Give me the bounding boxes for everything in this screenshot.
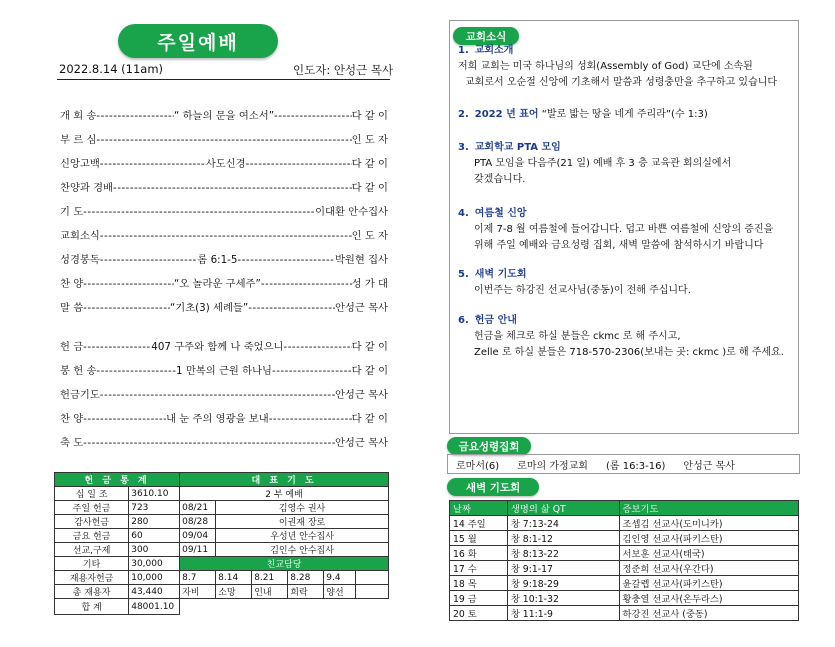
news-body-line: PTA 모임을 다음주(21 일) 예배 후 3 층 교육관 회의실에서 [474,158,732,169]
total-reuse-label: 총 재용자 [55,585,129,599]
offering-cell: 선교,구제 [55,543,129,557]
order-right: 다 같 이 [351,365,388,377]
offering-cell: 08/21 [180,501,216,515]
dawn-row [450,546,799,561]
order-label: 기 도 [60,206,84,218]
dawn-header: 날짜 [450,501,508,516]
offering-cell: 723 [129,501,180,515]
order-right: 인 도 자 [351,134,388,146]
offering-cell: 십 일 조 [55,487,129,501]
news-number: 5. [458,269,469,280]
order-row [60,413,388,426]
offering-cell: 280 [129,515,180,529]
order-of-worship [60,110,388,461]
leader-dots [83,206,315,219]
leader-dots [100,230,352,243]
offering-cell: 이권재 장로 [216,515,389,529]
dawn-row [450,516,799,531]
dawn-cell: 17 수 [450,561,508,576]
order-label: 말 씀 [60,302,84,314]
offering-cell: 김인수 안수집사 [216,543,389,557]
dawn-cell: 16 화 [450,546,508,561]
wednesday-info [447,454,800,474]
news-item [458,107,708,123]
offering-cell: 금요 헌금 [55,529,129,543]
divider [57,79,390,80]
leader-dots [272,365,352,378]
news-number: 4. [458,208,469,219]
order-row [60,158,388,171]
empty-cell [180,599,389,615]
dawn-cell: 조셉김 선교사(도미니카) [619,516,799,531]
order-row [60,254,388,267]
news-title: 여름철 신앙 [474,208,527,219]
order-mid: “기초(3) 세례들” [169,302,249,314]
news-body-line: 이번주는 하강진 선교사님(중동)이 전해 주십니다. [474,285,691,296]
dawn-cell: 18 목 [450,576,508,591]
order-mid: “ 하늘의 문을 여소서” [173,110,275,122]
dawn-cell: 창 10:1-32 [507,591,619,606]
leader-dots [96,365,176,378]
order-right: 다 같 이 [351,110,388,122]
dawn-cell: 창 7:13-24 [507,516,619,531]
wednesday-ref: (롬 16:3-16) [605,460,666,472]
leader-dots [83,437,335,450]
news-number: 2. [458,109,469,120]
order-label: 찬 양 [60,413,84,425]
news-item-heading [458,107,708,123]
leader-dots [261,278,352,291]
leader-dots [96,110,174,123]
dawn-cell: 서보훈 선교사(태국) [619,546,799,561]
order-label: 신앙고백 [60,158,100,170]
order-right: 박원현 집사 [334,254,388,266]
dawn-prayer-table [449,500,799,621]
fellowship-date: 8.14 [216,571,252,585]
order-mid: 407 구주와 함께 나 죽었으니 [151,341,284,353]
order-row [60,110,388,123]
dawn-cell: 19 금 [450,591,508,606]
offering-row [55,487,389,501]
dawn-cell: 김인영 선교사(파키스탄) [619,531,799,546]
news-number: 1. [458,45,469,56]
order-right: 다 같 이 [351,413,388,425]
leader-dots [83,341,151,354]
fellowship-date: 9.4 [324,571,356,585]
offering-row [55,529,389,543]
dawn-cell: 15 월 [450,531,508,546]
news-item [458,267,691,299]
leader-dots [284,341,352,354]
wednesday-book: 로마서(6) [456,460,500,472]
order-label: 찬 양 [60,278,84,290]
order-right: 인 도 자 [351,230,388,242]
leader-dots [269,413,352,426]
dawn-row [450,591,799,606]
order-row [60,365,388,378]
reuse-label: 재용자헌금 [55,571,129,585]
news-title: 새벽 기도회 [474,269,527,280]
news-body-line: 헌금을 체크로 하실 분들은 ckmc 로 해 주시고, [474,331,681,342]
fellowship-name: 양선 [324,585,356,599]
sum-label: 합 계 [55,599,129,615]
dawn-cell: 창 11:1-9 [507,606,619,621]
news-item [458,140,731,188]
order-right: 안성근 목사 [334,302,388,314]
order-mid: 1 만복의 근원 하나님 [176,365,272,377]
wednesday-speaker: 안성근 목사 [683,460,735,472]
fellowship-date: 8.21 [252,571,288,585]
total-reuse-value: 43,440 [129,585,180,599]
offering-cell: 3610.10 [129,487,180,501]
news-title: 교회학교 PTA 모임 [474,142,561,153]
offering-table [54,472,389,615]
order-mid: 내 눈 주의 영광을 보내 [166,413,269,425]
order-row [60,302,388,315]
news-item-heading [458,43,777,59]
order-row [60,341,388,354]
dawn-cell: 하강진 선교사 (중동) [619,606,799,621]
news-tab: 교회소식 [453,27,519,45]
wednesday-topic: 로마의 가정교회 [517,460,588,472]
dawn-header: 증보기도 [619,501,799,516]
dawn-cell: 정준희 선교사(우간다) [619,561,799,576]
leader-dots [96,134,351,147]
dawn-cell: 창 8:1-12 [507,531,619,546]
order-row [60,389,388,402]
order-label: 교회소식 [60,230,100,242]
news-body-line: 이제 7-8 월 여름철에 들어갑니다. 덥고 바쁜 여름철에 신앙의 증진을 [474,224,774,235]
fellowship-name: 인내 [252,585,288,599]
dawn-cell: 황충열 선교사(온두라스) [619,591,799,606]
leader-dots [248,302,335,315]
leader-dots [113,182,352,195]
order-label: 성경봉독 [60,254,100,266]
news-item-heading [458,267,691,283]
order-mid: “오 놀라운 구세주” [173,278,261,290]
offering-cell: 09/04 [180,529,216,543]
empty-cell [356,585,389,599]
order-right: 안성근 목사 [334,437,388,449]
dawn-row [450,561,799,576]
leader-dots [83,413,166,426]
order-row [60,182,388,195]
news-body-line: Zelle 로 하실 분들은 718-570-2306(보내는 곳: ckmc )로 해 주세요. [474,347,784,358]
news-title: 교회소개 [474,45,514,56]
fellowship-name: 자비 [180,585,216,599]
news-item-heading [458,140,731,156]
etc-value: 30,000 [129,557,180,571]
news-number: 3. [458,142,469,153]
leader-dots [100,254,198,267]
news-body-line: 교회로서 오순절 신앙에 기초해서 말씀과 성령충만을 추구하고 있습니다 [465,77,778,88]
offering-row [55,501,389,515]
leader-dots [246,158,352,171]
fellowship-name: 소망 [216,585,252,599]
fellowship-header: 친교담당 [180,557,389,571]
offering-row [55,515,389,529]
order-label: 찬양과 경배 [60,182,114,194]
news-item-heading [458,206,773,222]
sum-value: 48001.10 [129,599,180,615]
etc-label: 기타 [55,557,129,571]
order-row [60,437,388,450]
news-body-line: 위해 주일 예배와 금요성령 집회, 새벽 말씀에 참석하시기 바랍니다 [474,240,764,251]
dawn-cell: 20 토 [450,606,508,621]
order-row [60,206,388,219]
news-item [458,43,777,91]
offering-cell: 2 부 예배 [180,487,389,501]
news-item [458,313,784,361]
order-mid: 롬 6:1-5 [197,254,238,266]
empty-cell [356,571,389,585]
news-body-line: 저희 교회는 미국 하나님의 성회(Assembly of God) 교단에 소속된 [458,61,753,72]
dawn-row [450,576,799,591]
offering-header: 헌 금 통 계 [55,473,180,487]
dawn-row [450,531,799,546]
order-label: 봉 헌 송 [60,365,97,377]
order-row [60,134,388,147]
service-date: 2022.8.14 (11am) [59,62,164,76]
prayer-header: 대 표 기 도 [180,473,389,487]
order-right: 성 가 대 [351,278,388,290]
order-right: 안성근 목사 [334,389,388,401]
dawn-cell: 창 9:18-29 [507,576,619,591]
dawn-cell: 14 주일 [450,516,508,531]
order-right: 이대환 안수집사 [315,206,388,218]
offering-cell: 주일 헌금 [55,501,129,515]
service-leader: 인도자: 안성근 목사 [293,63,394,77]
offering-cell: 감사헌금 [55,515,129,529]
dawn-cell: 창 9:1-17 [507,561,619,576]
fellowship-date: 8.7 [180,571,216,585]
dawn-header: 생명의 삶 QT [507,501,619,516]
leader-dots [100,389,335,402]
order-label: 헌금기도 [60,389,100,401]
leader-dots [237,254,335,267]
dawn-cell: 창 8:13-22 [507,546,619,561]
leader-dots [83,302,170,315]
order-right: 다 같 이 [351,341,388,353]
offering-cell: 우성년 안수집사 [216,529,389,543]
offering-cell: 09/11 [180,543,216,557]
order-label: 헌 금 [60,341,84,353]
order-label: 개 회 송 [60,110,97,122]
order-right: 다 같 이 [351,158,388,170]
order-label: 부 르 심 [60,134,97,146]
offering-cell: 60 [129,529,180,543]
fellowship-name: 희락 [288,585,324,599]
order-row [60,278,388,291]
offering-cell: 김영수 권사 [216,501,389,515]
news-inline: “발로 밟는 땅을 네게 주리라”(수 1:3) [538,109,708,120]
wednesday-tab: 금요성령집회 [447,437,531,455]
news-item-heading [458,313,784,329]
dawn-tab: 새벽 기도회 [447,478,539,496]
dawn-cell: 윤갈렙 선교사(파키스탄) [619,576,799,591]
offering-row [55,543,389,557]
offering-cell: 300 [129,543,180,557]
order-right: 다 같 이 [351,182,388,194]
news-title: 헌금 안내 [474,315,517,326]
page-title: 주일예배 [118,24,278,58]
offering-cell: 08/28 [180,515,216,529]
order-label: 축 도 [60,437,84,449]
order-row [60,230,388,243]
news-title: 2022 년 표어 [474,109,539,120]
news-number: 6. [458,315,469,326]
dawn-row [450,606,799,621]
fellowship-date: 8.28 [288,571,324,585]
reuse-value: 10,000 [129,571,180,585]
news-body-line: 갖겠습니다. [474,174,526,185]
leader-dots [100,158,206,171]
news-item [458,206,773,254]
order-mid: 사도신경 [205,158,246,170]
leader-dots [83,278,174,291]
leader-dots [274,110,352,123]
